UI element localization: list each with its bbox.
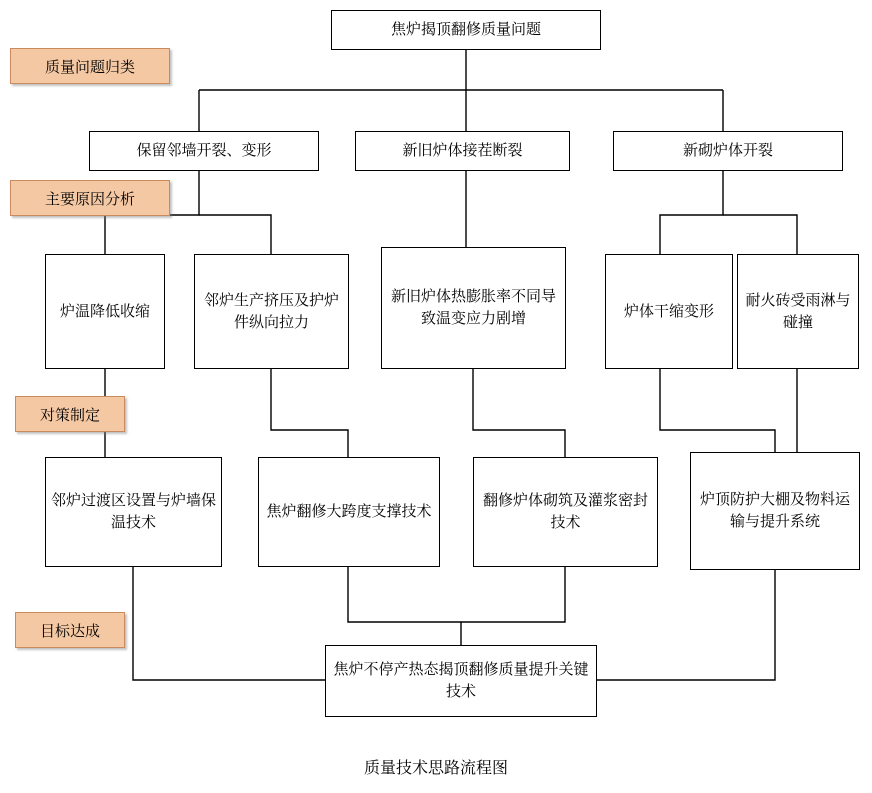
node-label: 翻修炉体砌筑及灌浆密封技术 [482,492,648,531]
node-root-problem [331,10,601,50]
node-label: 新旧炉体接茬断裂 [402,142,523,160]
node-label: 保留邻墙开裂、变形 [136,142,272,160]
edge-m3-goal [461,567,565,622]
node-label: 焦炉不停产热态揭顶翻修质量提升关键技术 [333,661,589,700]
node-cause-dry-shrinkage [605,254,733,369]
edge-p3-c4 [660,171,723,254]
stage-label-text: 主要原因分析 [44,190,135,208]
node-cause-thermal-expansion-difference [381,247,566,369]
node-label: 新砌炉体开裂 [682,142,773,160]
node-problem-adjacent-wall-crack [89,131,319,171]
node-label: 邻炉过渡区设置与炉墙保温技术 [51,492,217,531]
node-cause-brick-rain-impact [737,254,859,369]
stage-label-text: 目标达成 [39,622,100,640]
node-cause-adjacent-oven-pressure [194,254,349,369]
node-label: 邻炉生产挤压及护炉件纵向拉力 [203,291,339,331]
node-label: 焦炉翻修大跨度支撑技术 [266,503,432,521]
node-label: 耐火砖受雨淋与碰撞 [745,291,851,331]
edge-m2-goal [348,567,461,645]
node-label: 炉温降低收缩 [59,302,150,320]
node-measure-large-span-support [258,457,440,567]
node-problem-new-body-crack [613,131,843,171]
node-measure-masonry-grouting-seal [473,457,658,567]
edge-p1-c2 [199,215,271,254]
node-problem-joint-fracture [355,131,570,171]
node-label: 炉顶防护大棚及物料运输与提升系统 [699,491,850,530]
node-measure-roof-shelter-transport [690,452,860,570]
stage-label-text: 对策制定 [39,406,100,424]
stage-label-goal-achievement [15,612,125,648]
node-label: 焦炉揭顶翻修质量问题 [390,21,541,39]
node-cause-temperature-drop [45,254,165,369]
node-label: 炉体干缩变形 [623,302,714,320]
stage-label-problem-classification [10,48,170,84]
diagram-caption: 质量技术思路流程图 [363,760,508,777]
edge-m1-goal [133,567,325,680]
edge-p3-c5 [723,215,797,254]
stage-label-cause-analysis [10,180,170,216]
node-label: 新旧炉体热膨胀率不同导致温变应力剧增 [390,288,556,327]
node-measure-transition-zone-insulation [45,457,222,567]
node-goal-key-technology [325,645,597,717]
stage-label-countermeasures [15,396,125,432]
edge-c4-m4 [660,369,775,452]
edge-m4-goal [597,570,775,680]
edge-c2-m2 [271,369,348,457]
edge-c3-m3 [473,369,565,457]
stage-label-text: 质量问题归类 [44,58,135,76]
